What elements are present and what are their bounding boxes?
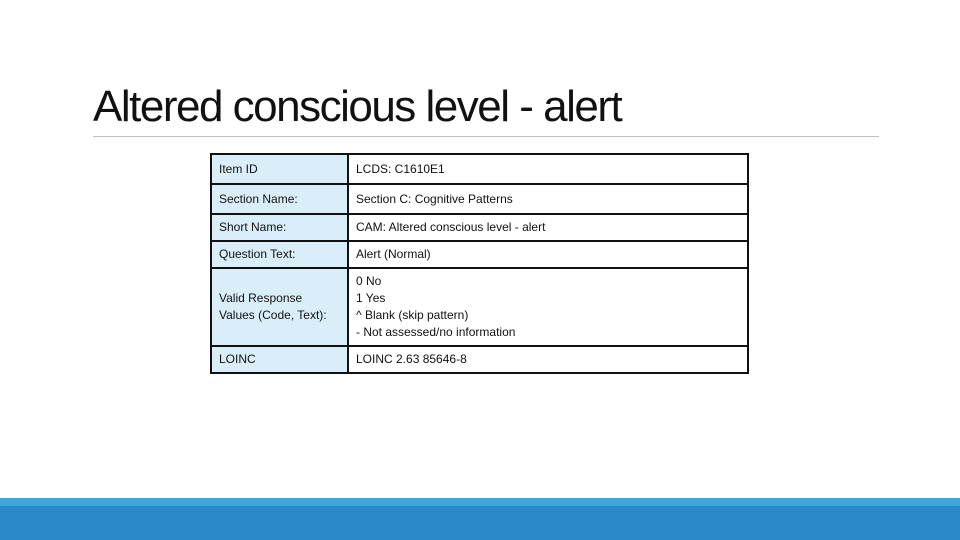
row-label: Section Name:	[211, 184, 348, 214]
value-line: 1 Yes	[356, 291, 386, 305]
value-line: ^ Blank (skip pattern)	[356, 308, 469, 322]
row-label: Valid Response Values (Code, Text):	[211, 268, 348, 346]
table-row-section-name	[211, 184, 748, 214]
value-line: LCDS: C1610E1	[356, 161, 445, 176]
table-row-question-text	[211, 241, 748, 268]
value-line: - Not assessed/no information	[356, 325, 516, 339]
row-value	[348, 154, 748, 184]
row-value	[348, 241, 748, 268]
value-line: LOINC 2.63 85646-8	[356, 352, 467, 366]
value-line: CAM: Altered conscious level - alert	[356, 220, 546, 234]
slide-title: Altered conscious level - alert	[93, 82, 622, 131]
value-line: Section C: Cognitive Patterns	[356, 191, 513, 206]
title-divider	[93, 136, 879, 137]
row-value	[348, 346, 748, 373]
table-row-short-name	[211, 214, 748, 241]
value-line: 0 No	[356, 274, 382, 288]
value-line: Alert (Normal)	[356, 247, 431, 261]
row-value	[348, 214, 748, 241]
row-label: Question Text:	[211, 241, 348, 268]
row-label: Short Name:	[211, 214, 348, 241]
row-label: Item ID	[211, 154, 348, 184]
row-label: LOINC	[211, 346, 348, 373]
row-value	[348, 268, 748, 346]
table-row-item-id	[211, 154, 748, 184]
table-row-valid-response-values	[211, 268, 748, 346]
table-row-loinc	[211, 346, 748, 373]
item-definition-table	[210, 153, 749, 374]
footer-bar-highlight	[0, 498, 960, 506]
row-value	[348, 184, 748, 214]
